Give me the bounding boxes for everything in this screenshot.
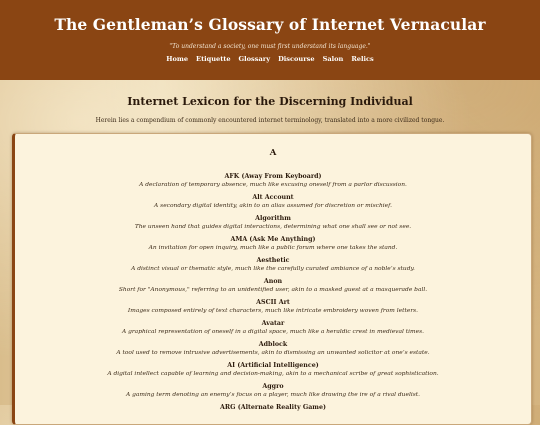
glossary-entry [15,193,531,214]
section-letter: A [269,148,277,158]
glossary-entry [15,235,531,256]
entry-definition: The unseen hand that guides digital interactions, determining what one shall see or not see. [134,224,412,230]
site-header [0,0,540,80]
entry-term: Adblock [258,341,288,348]
entry-definition: A declaration of temporary absence, much like excusing oneself from a parlor discussion. [139,182,407,188]
nav-salon[interactable]: Salon [322,55,344,63]
entry-definition: A graphical representation of oneself in a digital space, much like a heraldic crest in medieval times. [121,329,425,335]
entry-term: AI (Artificial Intelligence) [227,362,319,369]
glossary-entry [15,340,531,361]
entry-term: AMA (Ask Me Anything) [230,236,316,243]
entry-term: AFK (Away From Keyboard) [224,173,322,180]
entry-term: Anon [263,278,283,285]
entry-definition: Images composed entirely of text characters, much like intricate embroidery woven from letters. [127,308,419,314]
entry-term: Algorithm [255,215,291,222]
glossary-entry [15,298,531,319]
entry-term: Aesthetic [256,257,290,264]
nav-relics[interactable]: Relics [351,55,374,63]
intro-text: Herein lies a compendium of commonly encountered internet terminology, translated into a more civilized tongue. [95,117,445,124]
nav-discourse[interactable]: Discourse [278,55,315,63]
entry-term: Aggro [262,383,284,390]
nav-glossary[interactable]: Glossary [238,55,271,63]
glossary-entry [15,214,531,235]
glossary-entry [15,172,531,193]
entry-term: Alt Account [252,194,294,201]
entry-definition: A secondary digital identity, akin to an alias assumed for discretion or mischief. [154,203,392,209]
entry-definition: A tool used to remove intrusive advertisements, akin to dismissing an unwanted solicitor at one’s estate. [116,350,430,356]
entry-definition: A gaming term denoting an enemy’s focus on a player, much like drawing the ire of a rival duelist. [125,392,420,398]
entry-term: ARG (Alternate Reality Game) [220,404,326,411]
main-nav [0,55,540,63]
site-tagline: "To understand a society, one must first understand its language." [169,43,371,50]
entry-definition: An invitation for open inquiry, much like a public forum where one takes the stand. [148,245,398,251]
entry-list [15,172,531,424]
page-heading: Internet Lexicon for the Discerning Individual [127,95,413,108]
glossary-entry [15,361,531,382]
entry-term: ASCII Art [256,299,290,306]
nav-home[interactable]: Home [166,55,189,63]
glossary-entry [15,256,531,277]
nav-etiquette[interactable]: Etiquette [196,55,231,63]
entry-definition: A distinct visual or thematic style, much like the carefully curated ambiance of a noble’s study. [131,266,415,272]
glossary-card [12,133,532,425]
entry-term: Avatar [261,320,285,327]
site-title: The Gentleman’s Glossary of Internet Vernacular [54,15,486,34]
entry-definition: Short for "Anonymous," referring to an unidentified user, akin to a masked guest at a masquerade ball. [118,287,428,293]
glossary-entry [15,319,531,340]
glossary-entry [15,277,531,298]
glossary-entry [15,403,531,424]
glossary-entry [15,382,531,403]
entry-definition: A digital intellect capable of learning and decision-making, akin to a mechanical scribe of great sophistication. [107,371,439,377]
